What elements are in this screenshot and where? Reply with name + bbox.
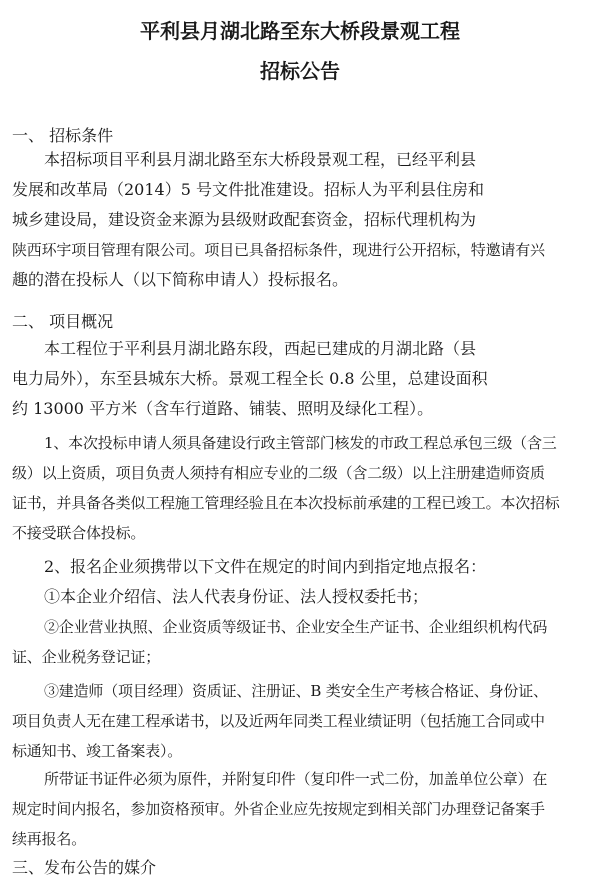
- text-line: 规定时间内报名，参加资格预审。外省企业应先按规定到相关部门办理登记备案手: [12, 800, 545, 818]
- text-line: ③建造师（项目经理）资质证、注册证、B 类安全生产考核合格证、身份证、: [44, 682, 548, 700]
- bidding-conditions-paragraph: [12, 145, 586, 295]
- text-line: 电力局外），东至县城东大桥。景观工程全长 0.8 公里，总建设面积: [12, 369, 488, 388]
- text-line: 证、企业税务登记证；: [12, 648, 161, 666]
- text-line: 证书，并具备各类似工程施工管理经验且在本次投标前承建的工程已竣工。本次招标: [12, 494, 560, 512]
- text-line: ①本企业介绍信、法人代表身份证、法人授权委托书；: [44, 587, 429, 606]
- document-subtitle: 招标公告: [260, 59, 340, 83]
- text-line: 趣的潜在投标人（以下简称申请人）投标报名。: [12, 270, 349, 289]
- text-line: 本工程位于平利县月湖北路东段，西起已建成的月湖北路（县: [44, 339, 477, 358]
- qualification-requirement-paragraph: [12, 428, 586, 548]
- text-line: 标通知书、竣工备案表）。: [12, 742, 183, 760]
- text-line: 陕西环宇项目管理有限公司。项目已具备招标条件，现进行公开招标，特邀请有兴: [12, 241, 545, 259]
- text-line: 发展和改革局（2014）5 号文件批准建设。招标人为平利县住房和: [12, 180, 484, 199]
- original-documents-note: [12, 764, 586, 854]
- text-line: 项目负责人无在建工程承诺书，以及近两年同类工程业绩证明（包括施工合同或中: [12, 712, 545, 730]
- text-line: 本招标项目平利县月湖北路至东大桥段景观工程，已经平利县: [44, 150, 477, 169]
- required-document-b: [12, 612, 586, 672]
- project-overview-paragraph: [12, 334, 586, 424]
- required-document-a: [12, 582, 586, 612]
- text-line: 约 13000 平方米（含车行道路、铺装、照明及绿化工程）。: [12, 399, 434, 418]
- text-line: 不接受联合体投标。: [12, 524, 146, 542]
- section-heading-project-overview: 二、 项目概况: [12, 312, 114, 331]
- text-line: 1、本次投标申请人须具备建设行政主管部门核发的市政工程总承包三级（含三: [44, 434, 557, 452]
- section-heading-bidding-conditions: 一、 招标条件: [12, 126, 114, 145]
- text-line: ②企业营业执照、企业资质等级证书、企业安全生产证书、企业组织机构代码: [44, 618, 548, 636]
- section-heading-publication-media: 三、发布公告的媒介: [12, 858, 157, 877]
- text-line: 级）以上资质，项目负责人须持有相应专业的二级（含二级）以上注册建造师资质: [12, 464, 545, 482]
- required-document-c: [12, 676, 586, 766]
- document-title: 平利县月湖北路至东大桥段景观工程: [140, 19, 460, 43]
- text-line: 所带证书证件必须为原件，并附复印件（复印件一式二份，加盖单位公章）在: [44, 770, 548, 788]
- text-line: 2、报名企业须携带以下文件在规定的时间内到指定地点报名：: [44, 557, 487, 576]
- text-line: 城乡建设局，建设资金来源为县级财政配套资金，招标代理机构为: [12, 210, 477, 229]
- registration-documents-intro: [12, 552, 586, 582]
- text-line: 续再报名。: [12, 830, 87, 848]
